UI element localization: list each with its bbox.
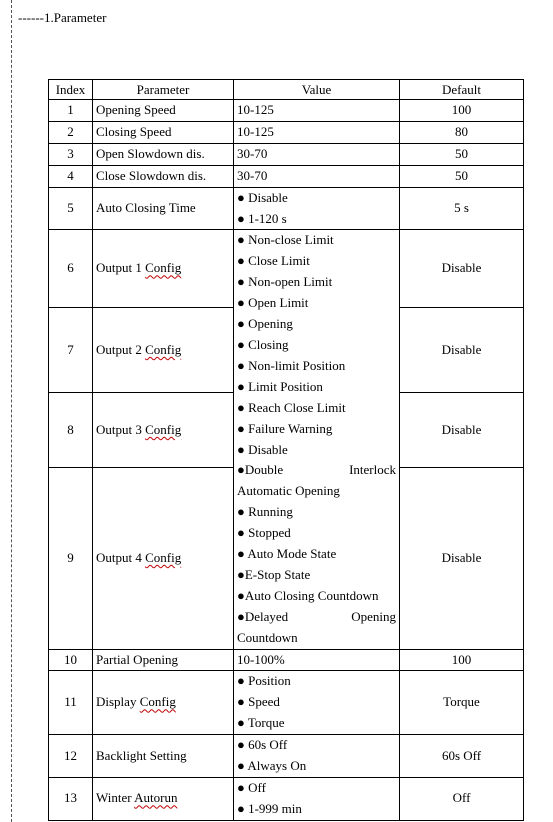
row-value: 10-125 <box>234 121 400 143</box>
value-option: ● Close Limit <box>237 253 310 269</box>
value-option <box>237 460 396 481</box>
param-text-flagged: Config <box>145 260 182 276</box>
row-default: 80 <box>400 121 524 143</box>
value-option: ● Stopped <box>237 525 291 541</box>
output-options-cell <box>234 230 400 649</box>
row-parameter: Closing Speed <box>93 121 234 143</box>
value-option <box>237 607 396 628</box>
value-option: ●Auto Closing Countdown <box>237 587 379 603</box>
row-parameter <box>93 393 234 468</box>
row-index: 7 <box>49 308 93 393</box>
row-value: 10-125 <box>234 100 400 122</box>
value-option: ● 1-999 min <box>237 800 302 816</box>
row-default: 5 s <box>400 187 524 230</box>
param-text: Winter <box>96 790 135 806</box>
value-option: ● Position <box>237 673 291 689</box>
column-header-default: Default <box>400 80 524 100</box>
value-option: ● Opening <box>237 316 293 332</box>
param-text-flagged: Autorun <box>134 790 178 806</box>
value-option: ● Disable <box>237 189 288 205</box>
row-value <box>234 735 400 778</box>
table-row <box>49 100 524 122</box>
param-text-flagged: Config <box>145 341 182 357</box>
param-text: Output 3 <box>96 421 146 437</box>
value-option: ● Limit Position <box>237 378 323 394</box>
row-parameter <box>93 671 234 735</box>
row-default: 60s Off <box>400 735 524 778</box>
row-default: Disable <box>400 468 524 649</box>
row-default: Off <box>400 778 524 821</box>
margin-mark <box>11 0 12 822</box>
row-default: 50 <box>400 165 524 187</box>
param-text: Output 1 <box>96 260 146 276</box>
table-row <box>49 165 524 187</box>
row-parameter <box>93 778 234 821</box>
value-option: ● Non-close Limit <box>237 232 334 248</box>
value-option-part: Opening <box>351 608 396 624</box>
row-index: 9 <box>49 468 93 649</box>
row-value <box>234 671 400 735</box>
row-index: 13 <box>49 778 93 821</box>
row-index: 11 <box>49 671 93 735</box>
row-value: 10-100% <box>234 649 400 671</box>
value-option: ● Reach Close Limit <box>237 399 346 415</box>
table-row <box>49 187 524 230</box>
row-default: Disable <box>400 393 524 468</box>
row-parameter <box>93 468 234 649</box>
param-text-flagged: Config <box>139 694 176 710</box>
row-default: 100 <box>400 100 524 122</box>
row-index: 3 <box>49 143 93 165</box>
value-option: Countdown <box>237 629 298 645</box>
value-option: Automatic Opening <box>237 483 340 499</box>
row-parameter <box>93 230 234 308</box>
value-option: ●E-Stop State <box>237 566 311 582</box>
param-text-flagged: Config <box>145 421 182 437</box>
row-index: 1 <box>49 100 93 122</box>
row-default: Torque <box>400 671 524 735</box>
value-option-part: Interlock <box>349 462 396 478</box>
row-index: 5 <box>49 187 93 230</box>
param-text: Output 2 <box>96 341 146 357</box>
row-index: 12 <box>49 735 93 778</box>
row-value: 30-70 <box>234 165 400 187</box>
param-text-flagged: Config <box>145 549 182 565</box>
table-header-row <box>49 80 524 100</box>
row-parameter: Backlight Setting <box>93 735 234 778</box>
row-parameter: Auto Closing Time <box>93 187 234 230</box>
row-default: Disable <box>400 308 524 393</box>
row-default: 100 <box>400 649 524 671</box>
value-option: ● Speed <box>237 694 280 710</box>
value-option-part: ●Delayed <box>237 608 289 624</box>
row-parameter: Partial Opening <box>93 649 234 671</box>
param-text: Output 4 <box>96 549 146 565</box>
value-option: ● Closing <box>237 336 289 352</box>
parameter-table <box>48 79 524 821</box>
param-text: Display <box>96 694 140 710</box>
row-value: 30-70 <box>234 143 400 165</box>
row-index: 6 <box>49 230 93 308</box>
row-value <box>234 778 400 821</box>
table-row <box>49 121 524 143</box>
value-option: ● Non-open Limit <box>237 274 333 290</box>
column-header-value: Value <box>234 80 400 100</box>
column-header-parameter: Parameter <box>93 80 234 100</box>
table-row <box>49 671 524 735</box>
value-option: ● Torque <box>237 715 285 731</box>
section-heading: ------1.Parameter <box>18 10 107 25</box>
value-option: ● Off <box>237 780 266 795</box>
row-value <box>234 187 400 230</box>
row-default: Disable <box>400 230 524 308</box>
value-option: ● 60s Off <box>237 737 288 753</box>
value-option: ● Non-limit Position <box>237 357 346 373</box>
table-row <box>49 778 524 821</box>
value-option: ● Running <box>237 504 293 520</box>
row-index: 10 <box>49 649 93 671</box>
row-index: 8 <box>49 393 93 468</box>
value-option: ● Failure Warning <box>237 420 333 436</box>
row-index: 4 <box>49 165 93 187</box>
value-option: ● Open Limit <box>237 295 309 311</box>
value-option: ● 1-120 s <box>237 210 287 226</box>
table-row <box>49 649 524 671</box>
row-default: 50 <box>400 143 524 165</box>
value-option: ● Always On <box>237 758 307 774</box>
row-parameter: Close Slowdown dis. <box>93 165 234 187</box>
table-row <box>49 143 524 165</box>
row-index: 2 <box>49 121 93 143</box>
row-parameter <box>93 308 234 393</box>
row-parameter: Open Slowdown dis. <box>93 143 234 165</box>
column-header-index: Index <box>49 80 93 100</box>
value-option: ● Auto Mode State <box>237 546 337 562</box>
value-option-part: ●Double <box>237 462 284 478</box>
table-row <box>49 230 524 308</box>
value-option: ● Disable <box>237 441 288 457</box>
table-row <box>49 735 524 778</box>
row-parameter: Opening Speed <box>93 100 234 122</box>
